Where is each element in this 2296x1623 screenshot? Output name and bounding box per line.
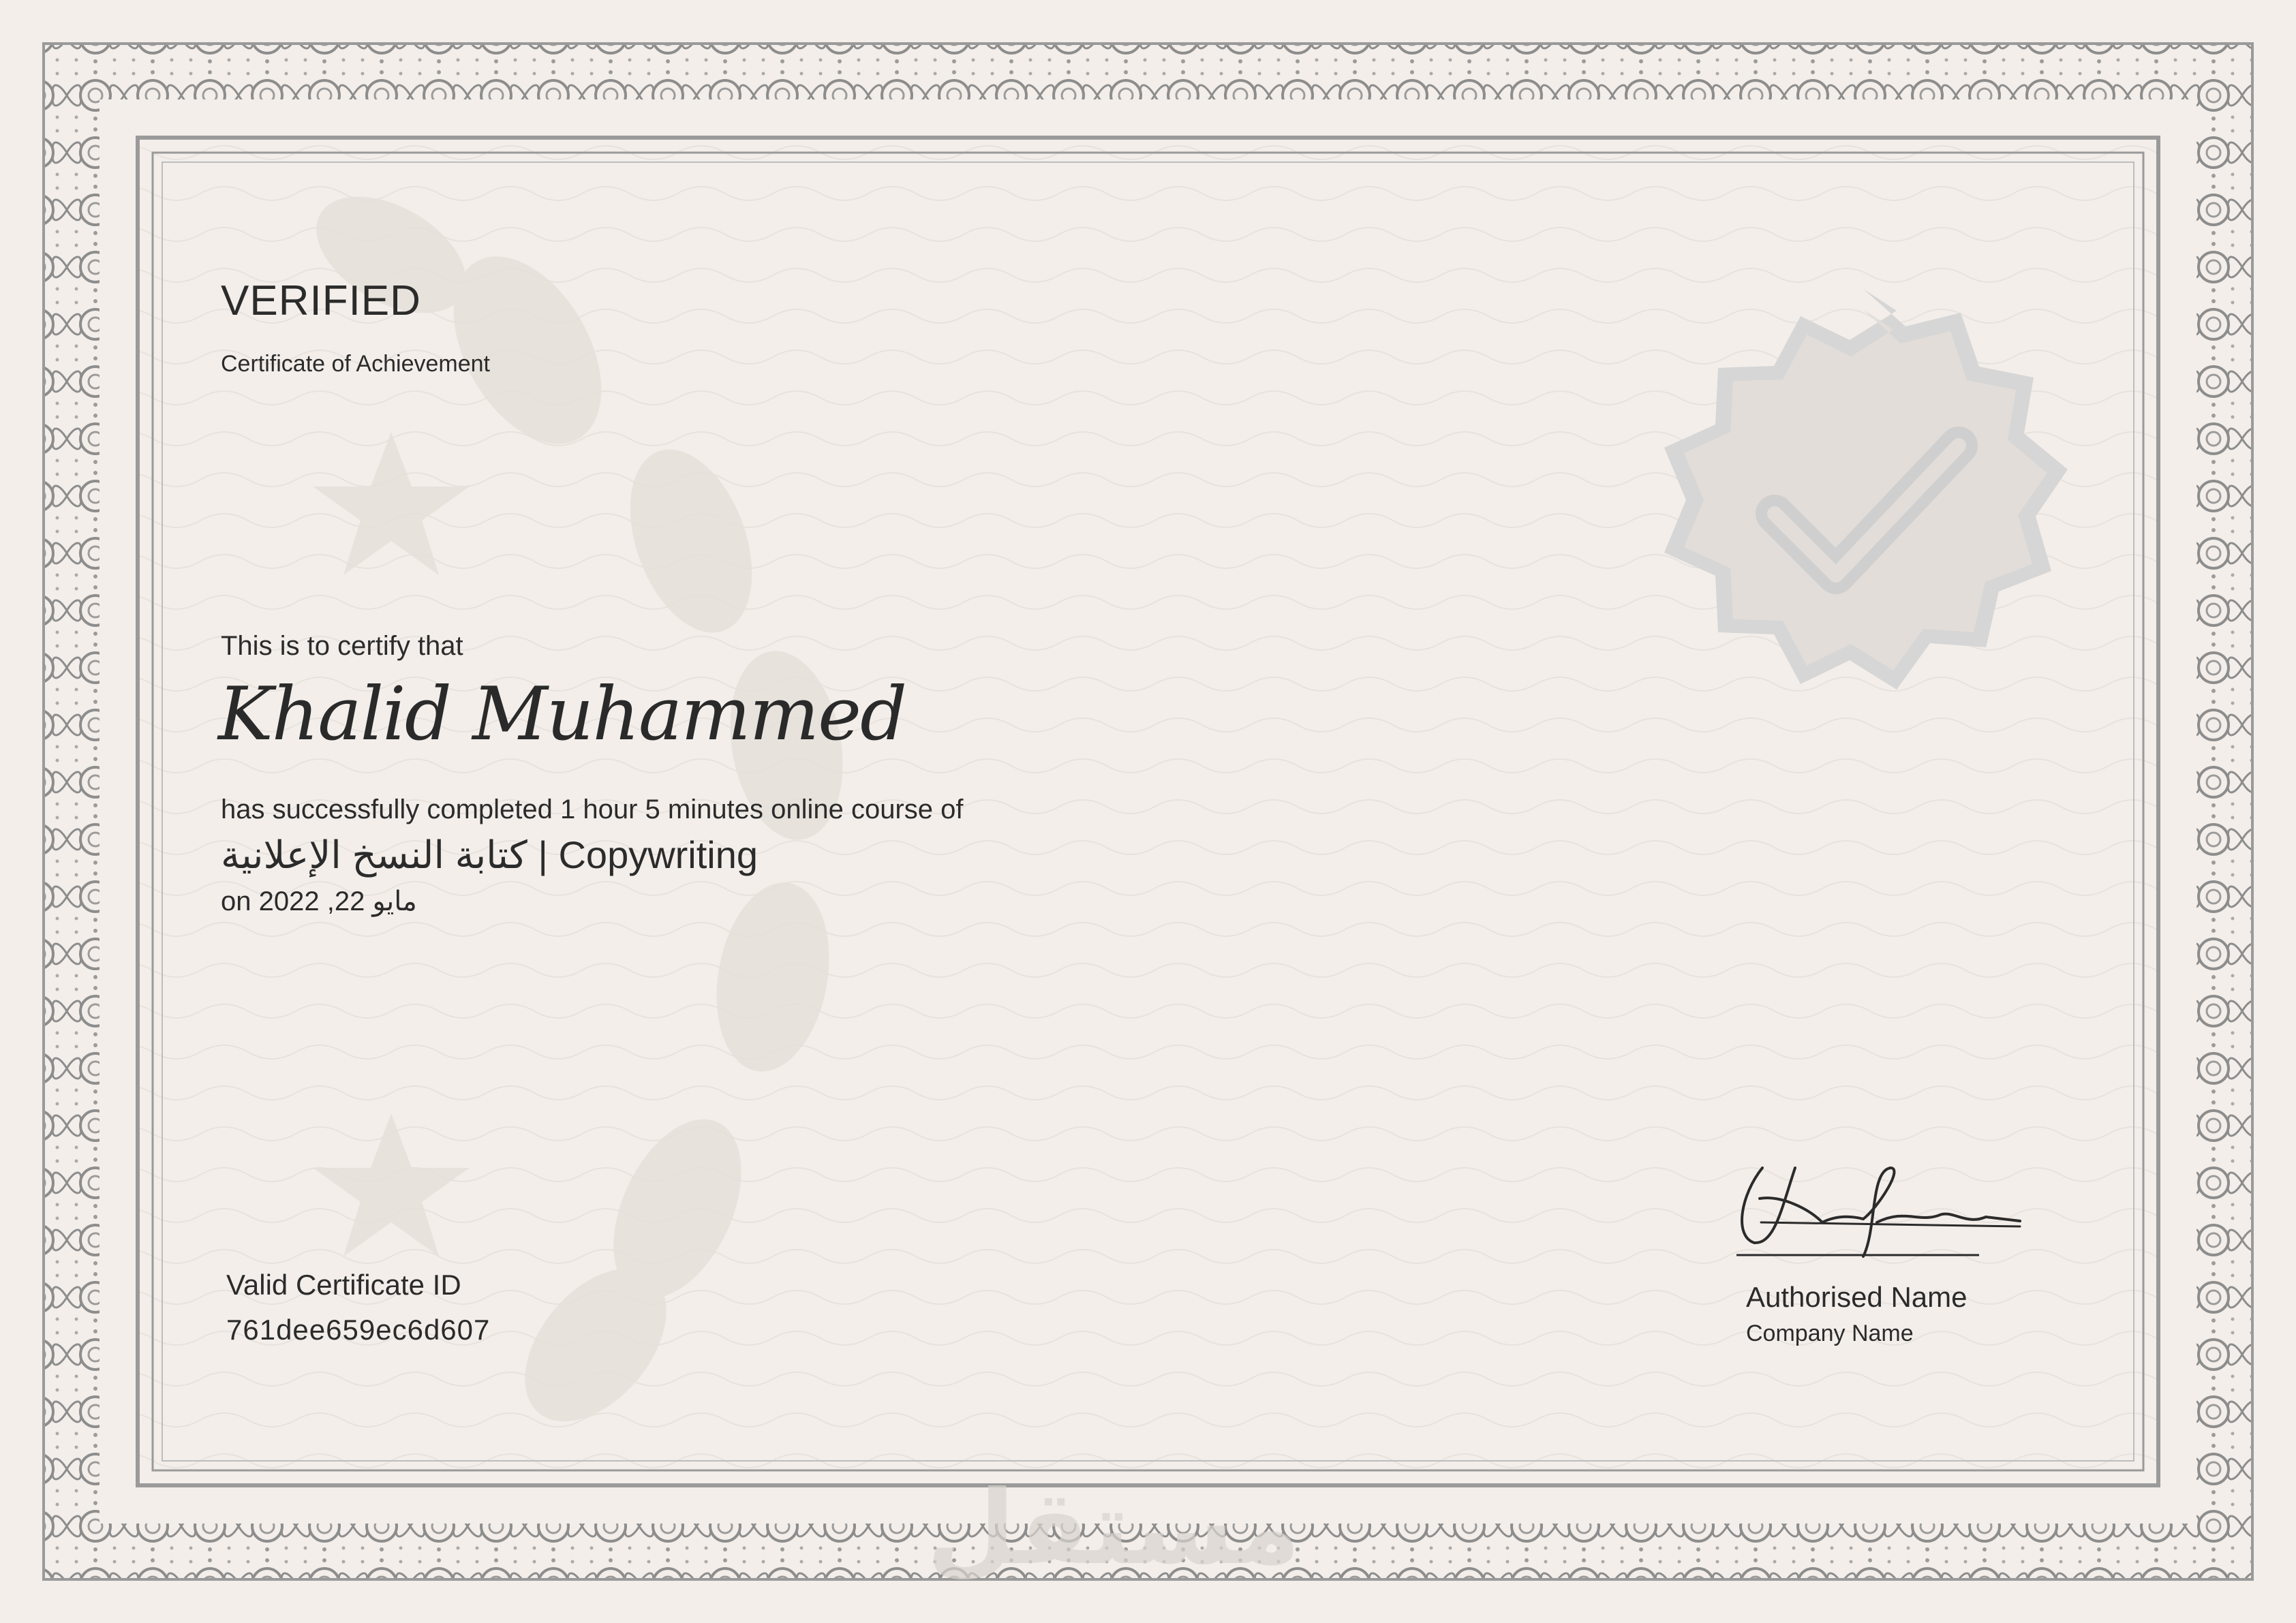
completion-text: has successfully completed 1 hour 5 minutes online course of <box>221 794 964 824</box>
completion-date: on 2022 ,22 مايو <box>221 886 417 916</box>
certificate-subtitle: Certificate of Achievement <box>221 351 490 377</box>
certificate-id-label: Valid Certificate ID <box>226 1269 461 1301</box>
certify-text: This is to certify that <box>221 631 463 661</box>
watermark-logo: مستقل <box>926 1469 1301 1588</box>
company-name: Company Name <box>1746 1320 1914 1346</box>
certificate <box>10 10 2286 1613</box>
recipient-name: Khalid Muhammed <box>218 672 906 757</box>
authorised-name: Authorised Name <box>1746 1281 1968 1313</box>
certificate-heading: VERIFIED <box>221 277 421 324</box>
certificate-id-value: 761dee659ec6d607 <box>226 1314 491 1346</box>
course-title: كتابة النسخ الإعلانية | Copywriting <box>221 833 759 876</box>
